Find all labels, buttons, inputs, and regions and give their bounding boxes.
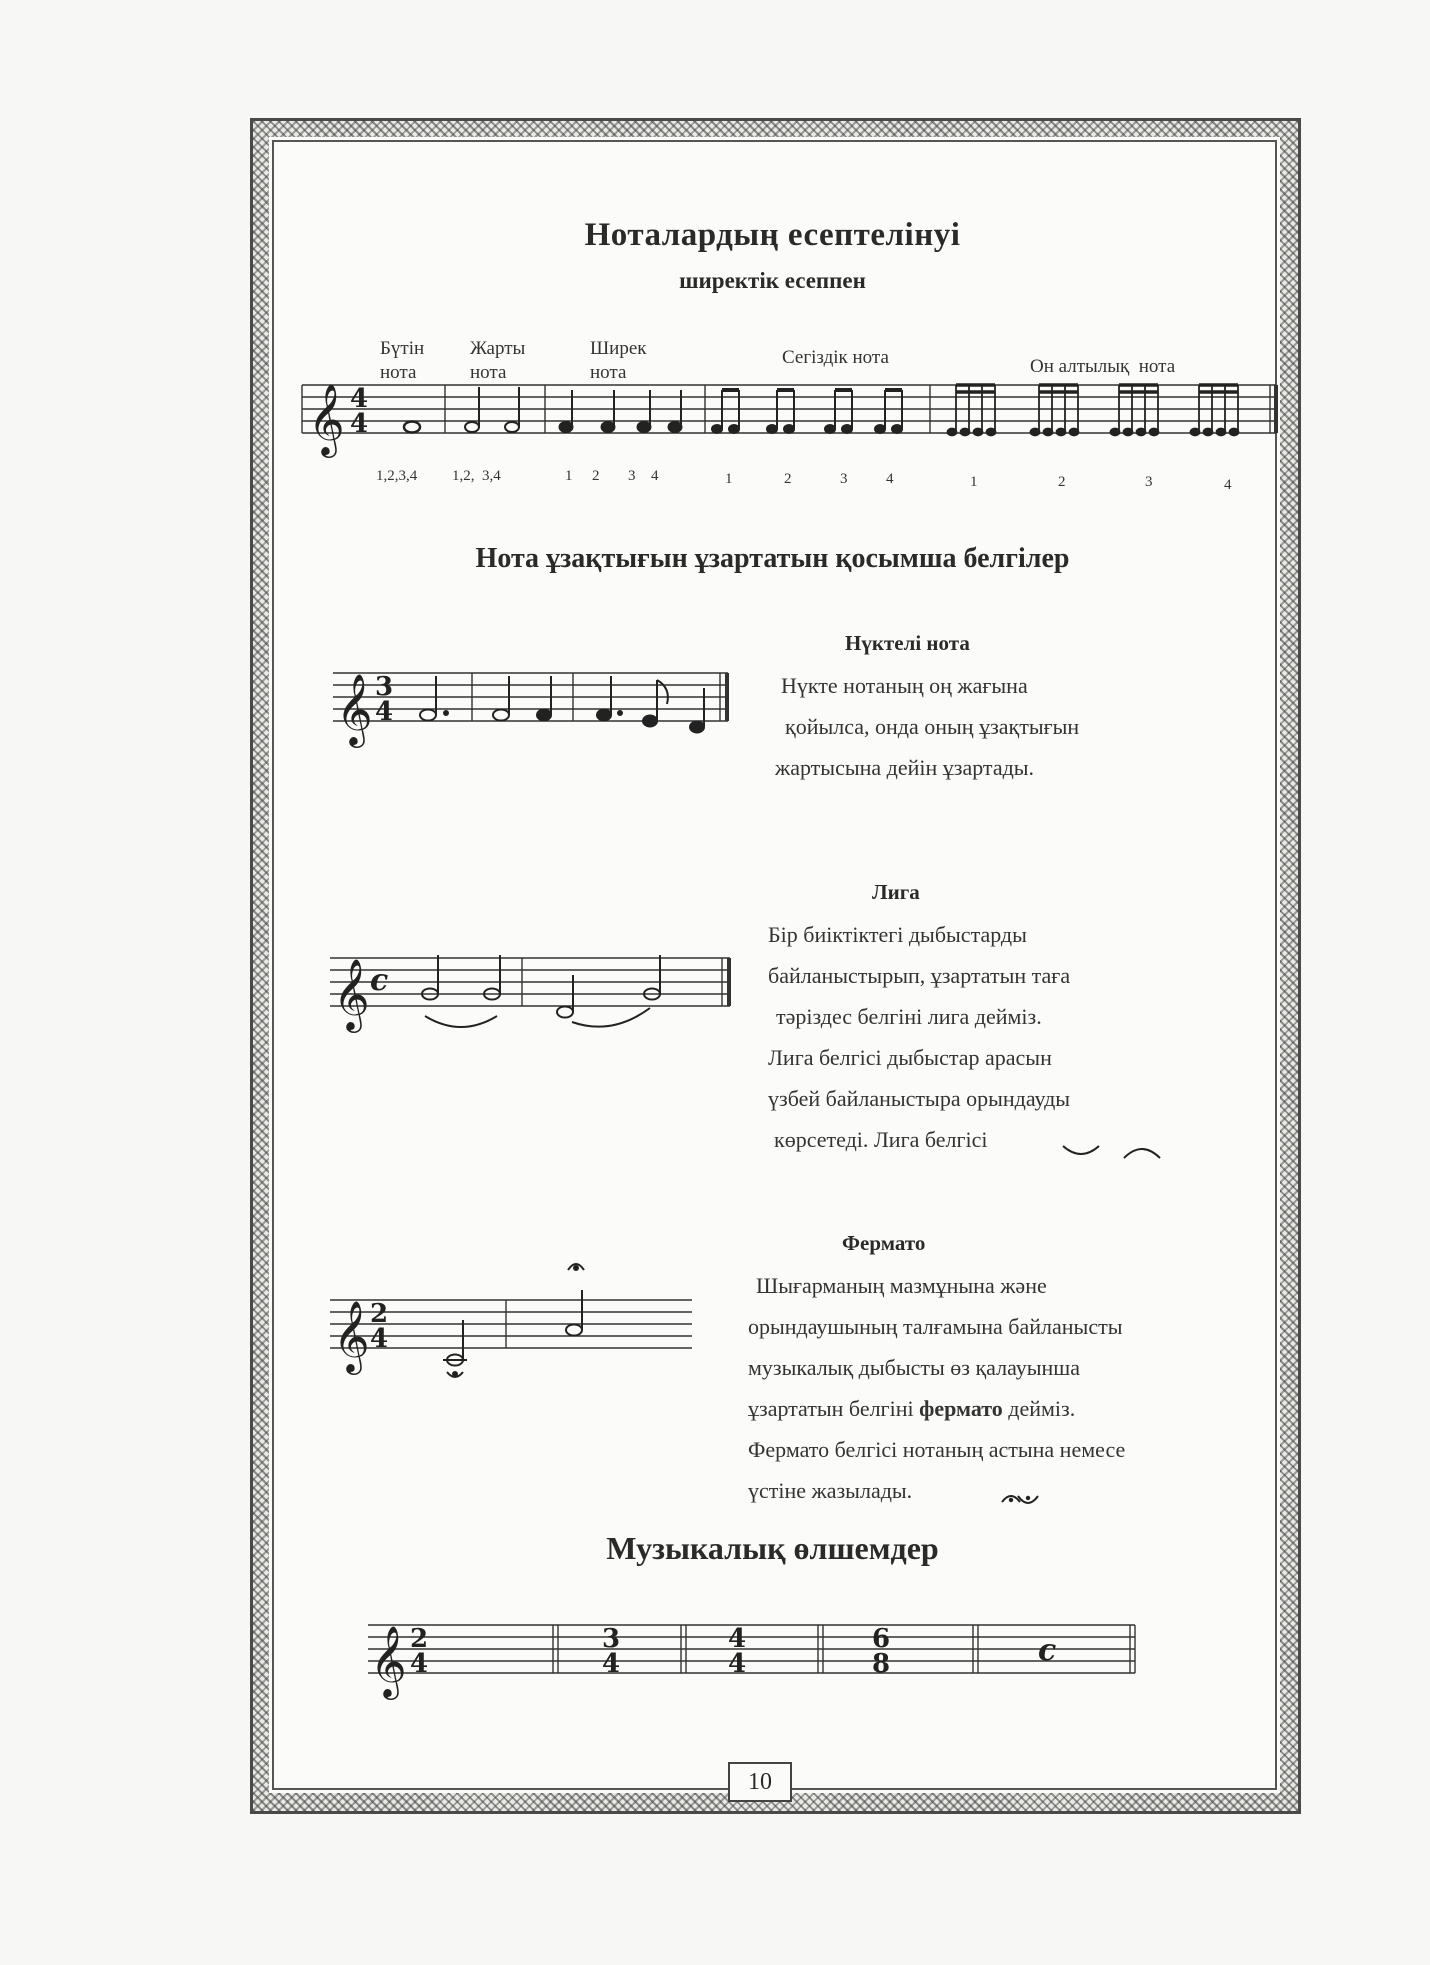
count-sixteenth-2: 2	[1058, 474, 1066, 490]
fermata-term: фермато	[919, 1396, 1003, 1421]
dotted-heading: Нүктелі нота	[845, 631, 970, 655]
liga-line: Лига белгісі дыбыстар арасын	[768, 1045, 1052, 1070]
count-quarter-1: 1	[565, 468, 573, 484]
time-sig-bottom: 4	[375, 697, 394, 727]
label-half-note: Жарты нота	[470, 338, 526, 383]
fermata-line: музыкалық дыбысты өз қалауынша	[748, 1355, 1080, 1380]
label-whole-note: Бүтін нота	[380, 338, 425, 383]
treble-clef-icon: 𝄞	[333, 957, 370, 1030]
label-sixteenth-note: Он алтылық нота	[1030, 356, 1176, 377]
section-title-extend: Нота ұзақтығын ұзартатын қосымша белгілер	[475, 543, 1070, 574]
common-time-icon: c	[1038, 1633, 1057, 1668]
dotted-line: жартысына дейін ұзартады.	[775, 755, 1035, 780]
meter-1-top: 2	[410, 1624, 429, 1654]
liga-line: тәріздес белгіні лига дейміз.	[776, 1004, 1042, 1029]
count-quarter-4: 4	[651, 468, 659, 484]
treble-clef-icon: 𝄞	[370, 1624, 407, 1697]
time-sig-bottom: 4	[350, 409, 369, 439]
fermata-line: орындаушының талғамына байланысты	[748, 1314, 1123, 1339]
treble-clef-icon: 𝄞	[333, 1299, 370, 1372]
liga-line: көрсетеді. Лига белгісі	[774, 1127, 988, 1152]
time-sig-top: 4	[350, 384, 369, 414]
fermata-line: Шығарманың мазмұнына және	[756, 1273, 1047, 1298]
fermata-line: Фермато белгісі нотаның астына немесе	[748, 1437, 1126, 1462]
count-eighth-1: 1	[725, 471, 733, 487]
count-quarter-3: 3	[628, 468, 636, 484]
count-eighth-3: 3	[840, 471, 848, 487]
treble-clef-icon: 𝄞	[308, 382, 345, 455]
meter-4-bottom: 8	[872, 1649, 891, 1679]
label-quarter-note: Ширек нота	[590, 338, 647, 383]
liga-heading: Лига	[872, 880, 920, 904]
count-eighth-4: 4	[886, 471, 894, 487]
meter-2-bottom: 4	[602, 1649, 621, 1679]
count-sixteenth-3: 3	[1145, 474, 1153, 490]
meter-2-top: 3	[602, 1624, 621, 1654]
label-eighth-note: Сегіздік нота	[782, 347, 889, 368]
meter-1-bottom: 4	[410, 1649, 429, 1679]
time-sig-top: 3	[375, 672, 394, 702]
time-sig-bottom: 4	[370, 1324, 389, 1354]
count-eighth-2: 2	[784, 471, 792, 487]
dotted-line: қойылса, онда оның ұзақтығын	[785, 714, 1080, 739]
count-whole: 1,2,3,4	[376, 468, 418, 484]
page-subtitle: ширектік есеппен	[679, 268, 866, 293]
page-number: 10	[728, 1762, 792, 1802]
meter-4-top: 6	[872, 1624, 891, 1654]
dotted-line: Нүкте нотаның оң жағына	[781, 673, 1028, 698]
page-title: Ноталардың есептелінуі	[584, 217, 961, 253]
fermata-line: үстіне жазылады.	[748, 1478, 913, 1503]
meter-3-bottom: 4	[728, 1649, 747, 1679]
liga-line: Бір биіктіктегі дыбыстарды	[768, 922, 1027, 947]
meters-title: Музыкалық өлшемдер	[606, 1530, 939, 1566]
liga-line: үзбей байланыстыра орындауды	[768, 1086, 1071, 1111]
time-sig-top: 2	[370, 1299, 389, 1329]
liga-line: байланыстырып, ұзартатын таға	[768, 963, 1071, 988]
count-quarter-2: 2	[592, 468, 600, 484]
count-sixteenth-1: 1	[970, 474, 978, 490]
meter-3-top: 4	[728, 1624, 747, 1654]
fermata-line-text: ұзартатын белгіні	[748, 1396, 920, 1421]
common-time-icon: c	[370, 963, 389, 998]
fermata-heading: Фермато	[842, 1231, 926, 1255]
fermata-line-text: дейміз.	[1002, 1396, 1076, 1421]
count-half: 1,2, 3,4	[452, 468, 501, 484]
count-sixteenth-4: 4	[1224, 477, 1232, 493]
treble-clef-icon: 𝄞	[336, 672, 373, 745]
